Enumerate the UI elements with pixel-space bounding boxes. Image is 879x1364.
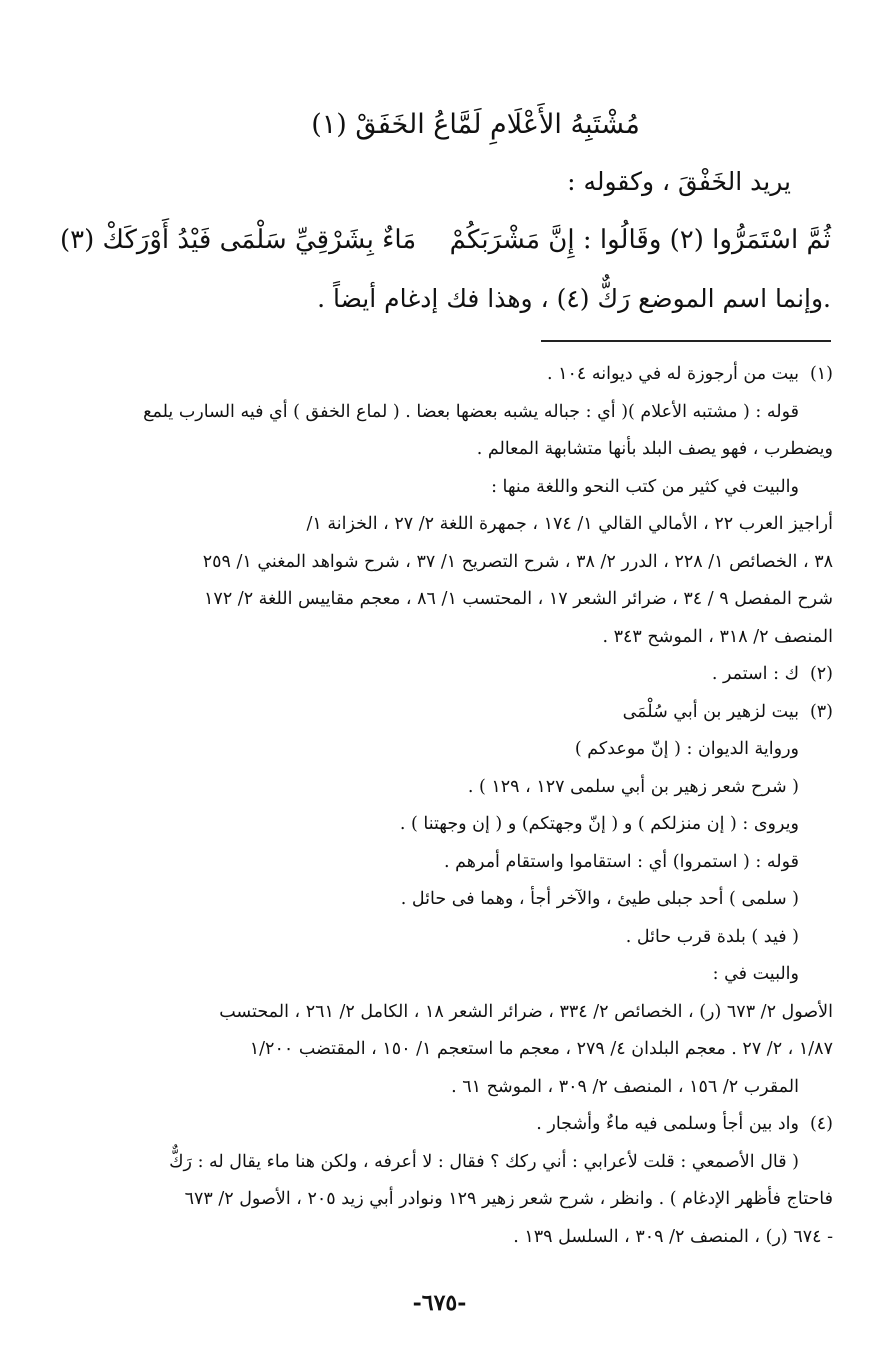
footnote-number: (٢) bbox=[809, 664, 833, 684]
footnote-line: ويضطرب ، فهو يصف البلد بأنها متشابهة المعالم . bbox=[476, 439, 833, 459]
footnote-line: المقرب ٢/ ١٥٦ ، المنصف ٢/ ٣٠٩ ، الموشح ٦١ . bbox=[451, 1076, 799, 1097]
footnote-line: ورواية الديوان : ( إنّ موعدكم ) bbox=[574, 739, 799, 759]
verse-line-1: مُشْتَبِهُ الأَعْلَامِ لَمَّاعُ الخَفَقْ (١) bbox=[311, 109, 640, 140]
footnote-line: ( سلمى ) أحد جبلى طيئ ، والآخر أجأ ، وهما فى حائل . bbox=[400, 889, 799, 909]
footnote-line: ٣٨ ، الخصائص ١/ ٢٢٨ ، الدرر ٢/ ٣٨ ، شرح التصريح ١/ ٣٧ ، شرح شواهد المغني ١/ ٢٥٩ bbox=[202, 551, 833, 572]
footnote-line: ( فيد ) بلدة قرب حائل . bbox=[625, 926, 799, 947]
main-text bbox=[40, 100, 831, 328]
verse-hemistich-left: مَاءٌ بِشَرْقِيِّ سَلْمَى فَيْدُ أَوْرَكَكْ (٣) bbox=[60, 225, 417, 255]
footnote-1 bbox=[30, 356, 833, 394]
footnote-line: ك : استمر . bbox=[711, 664, 799, 684]
footnote-line: ( قال الأصمعي : قلت لأعرابي : أني ركك ؟ فقال : لا أعرفه ، ولكن هنا ماء يقال له : رَكٌّ bbox=[169, 1151, 799, 1172]
footnote-line: ( شرح شعر زهير بن أبي سلمى ١٢٧ ، ١٢٩ ) . bbox=[467, 776, 799, 797]
footnote-2 bbox=[30, 656, 833, 694]
footnote-line: - ٦٧٤ (ر) ، المنصف ٢/ ٣٠٩ ، السلسل ١٣٩ . bbox=[513, 1226, 833, 1247]
footnote-line: والبيت في : bbox=[712, 964, 799, 984]
footnote-line: قوله : ( استمروا) أي : استقاموا واستقام أمرهم . bbox=[444, 851, 799, 872]
footnote-separator bbox=[541, 340, 831, 342]
footnote-number: (٤) bbox=[809, 1114, 833, 1134]
footnote-line: شرح المفصل ٩ / ٣٤ ، ضرائر الشعر ١٧ ، المحتسب ١/ ٨٦ ، معجم مقاييس اللغة ٢/ ١٧٢ bbox=[204, 589, 833, 609]
footnotes bbox=[30, 356, 833, 1256]
footnote-line: بيت لزهير بن أبي سُلْمَى bbox=[622, 701, 799, 722]
footnote-3 bbox=[30, 694, 833, 732]
footnote-4 bbox=[30, 1106, 833, 1144]
footnote-line: قوله : ( مشتبه الأعلام )( أي : جباله يشبه بعضها بعضا . ( لماع الخفق ) أي فيه السارب يلمع bbox=[143, 401, 799, 422]
verse-line-2 bbox=[40, 210, 831, 270]
footnote-line: ١/٨٧ ، ٢/ ٢٧ . معجم البلدان ٤/ ٢٧٩ ، معجم ما استعجم ١/ ١٥٠ ، المقتضب ١/٢٠٠ bbox=[249, 1039, 833, 1059]
footnote-number: (١) bbox=[809, 364, 833, 384]
footnote-number: (٣) bbox=[809, 701, 833, 722]
footnote-line: الأصول ٢/ ٦٧٣ (ر) ، الخصائص ٢/ ٣٣٤ ، ضرائر الشعر ١٨ ، الكامل ٢/ ٢٦١ ، المحتسب bbox=[219, 1001, 833, 1022]
footnote-line: والبيت في كثير من كتب النحو واللغة منها : bbox=[491, 476, 799, 497]
footnote-line: المنصف ٢/ ٣١٨ ، الموشح ٣٤٣ . bbox=[602, 626, 833, 647]
text-line-4: .وإنما اسم الموضع رَكٌّ (٤) ، وهذا فك إدغام أيضاً . bbox=[317, 284, 831, 313]
footnote-line: أراجيز العرب ٢٢ ، الأمالي القالي ١/ ١٧٤ ، جمهرة اللغة ٢/ ٢٧ ، الخزانة ١/ bbox=[306, 514, 833, 534]
footnote-line: ويروى : ( إن منزلكم ) و ( إنّ وجهتكم) و ( إن وجهتنا ) . bbox=[399, 814, 799, 834]
page-number: -٦٧٥- bbox=[412, 1290, 467, 1316]
verse-hemistich-right: ثُمَّ اسْتَمَرُّوا (٢) وقَالُوا : إِنَّ مَشْرَبَكُمْ bbox=[449, 225, 831, 255]
footnote-line: فاحتاج فأظهر الإدغام ) . وانظر ، شرح شعر زهير ١٢٩ ونوادر أبي زيد ٢٠٥ ، الأصول ٢/ ٦٧٣ bbox=[184, 1189, 833, 1209]
footnote-line: واد بين أجأ وسلمى فيه ماءٌ وأشجار . bbox=[536, 1114, 799, 1134]
footnote-line: بيت من أرجوزة له في ديوانه ١٠٤ . bbox=[546, 364, 799, 384]
text-line-2: يريد الخَفْقَ ، وكقوله : bbox=[567, 167, 791, 196]
